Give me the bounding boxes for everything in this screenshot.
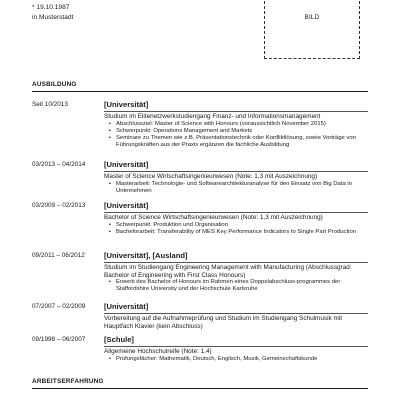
entry-points xyxy=(104,356,372,363)
entry-point: ▪ Schwerpunkt: Produktion und Organisation xyxy=(116,222,372,229)
entry-divider xyxy=(104,171,368,172)
entry-body xyxy=(104,201,372,236)
entry-point: ▪ Schwerpunkt: Operations Management and Markets xyxy=(116,128,372,135)
entry-body xyxy=(104,160,372,195)
entry-points xyxy=(104,279,372,293)
entry-points xyxy=(104,121,372,149)
entry-title: Master of Science Wirtschaftsingenieurwesen (Note: 1,3 mit Auszeichnung) xyxy=(104,173,318,180)
entry-institution: [Universität], [Ausland] xyxy=(104,251,188,260)
photo-placeholder xyxy=(264,0,360,59)
section-divider xyxy=(32,91,368,92)
entry-date: 03/2009 – 02/2013 xyxy=(32,202,86,209)
entry-divider xyxy=(104,262,368,263)
entry-date: 03/2013 – 04/2014 xyxy=(32,161,86,168)
entry-institution: [Schule] xyxy=(104,335,134,344)
entry-institution: [Universität] xyxy=(104,201,149,210)
entry-body xyxy=(104,251,372,293)
entry-body xyxy=(104,100,372,149)
entry-date: 07/2007 – 02/2009 xyxy=(32,303,86,310)
entry-divider xyxy=(104,111,368,112)
entry-point: ▪ Seminare zu Themen wie z.B. Präsentationstechnik oder Konfliktlösung, sowie Vorträge von Führungskräften aus der Praxis ergänzen die fachliche Ausbildung xyxy=(116,135,372,149)
birth-info xyxy=(32,3,73,23)
birth-place: in Musterstadt xyxy=(32,14,74,21)
entry-body xyxy=(104,302,372,330)
entry-title: Bachelor of Science Wirtschaftsingenieurwesen (Note: 1,3 mit Auszeichnung) xyxy=(104,214,323,221)
entry-point: ▪ Masterarbeit: Technologie- und Softwarearchitekturanalyse für den Einsatz von Big Data in Unternehmen xyxy=(116,181,372,195)
entry-date: 09/2011 – 06/2012 xyxy=(32,252,85,259)
entry-point: ▪ Prüfungsfächer: Mathematik, Deutsch, Englisch, Musik, Gemeinschaftskunde xyxy=(116,356,372,363)
entry-point: ▪ Erwerb des Bachelor of Honours im Rahmen eines Doppelabschluss-programmes der Staffordshire University und der Hochschule Karlsruhe xyxy=(116,279,372,293)
entry-institution: [Universität] xyxy=(104,160,149,169)
entry-points xyxy=(104,222,372,236)
entry-title: Studium im Studiengang Engineering Management with Manufacturing (Abschlussgrad: Bachelor of Engineering with First Class Honours) xyxy=(104,264,352,279)
section-divider xyxy=(32,388,368,389)
entry-title: Studium im Elitenetzwerkstudiengang Finanz- und Informationsmanagement xyxy=(104,113,321,120)
photo-label: BILD xyxy=(304,14,320,21)
entry-date: Seit 10/2013 xyxy=(32,101,68,108)
entry-title: Allgemeine Hochschulreife (Note: 1,4) xyxy=(104,348,212,355)
entry-divider xyxy=(104,346,368,347)
entry-points xyxy=(104,181,372,195)
entry-institution: [Universität] xyxy=(104,302,149,311)
entry-body xyxy=(104,335,372,363)
section-title-education: AUSBILDUNG xyxy=(32,81,77,88)
entry-point: ▪ Bachelorarbeit: Transferability of MES Key Performance Indicators to Single Part Production xyxy=(116,229,372,236)
entry-institution: [Universität] xyxy=(104,100,149,109)
entry-divider xyxy=(104,212,368,213)
section-title-experience: ARBEITSERFAHRUNG xyxy=(32,378,104,385)
entry-date: 09/1998 – 06/2007 xyxy=(32,336,86,343)
entry-divider xyxy=(104,313,368,314)
birth-date: * 19.10.1987 xyxy=(32,4,70,11)
entry-title: Vorbereitung auf die Aufnahmeprüfung und Studium im Studiengang Schulmusik mit Hauptfach Klavier (kein Abschluss) xyxy=(104,315,343,330)
entry-point: ▪ Abschlussziel: Master of Science with Honours (voraussichtlich November 2015) xyxy=(116,121,372,128)
